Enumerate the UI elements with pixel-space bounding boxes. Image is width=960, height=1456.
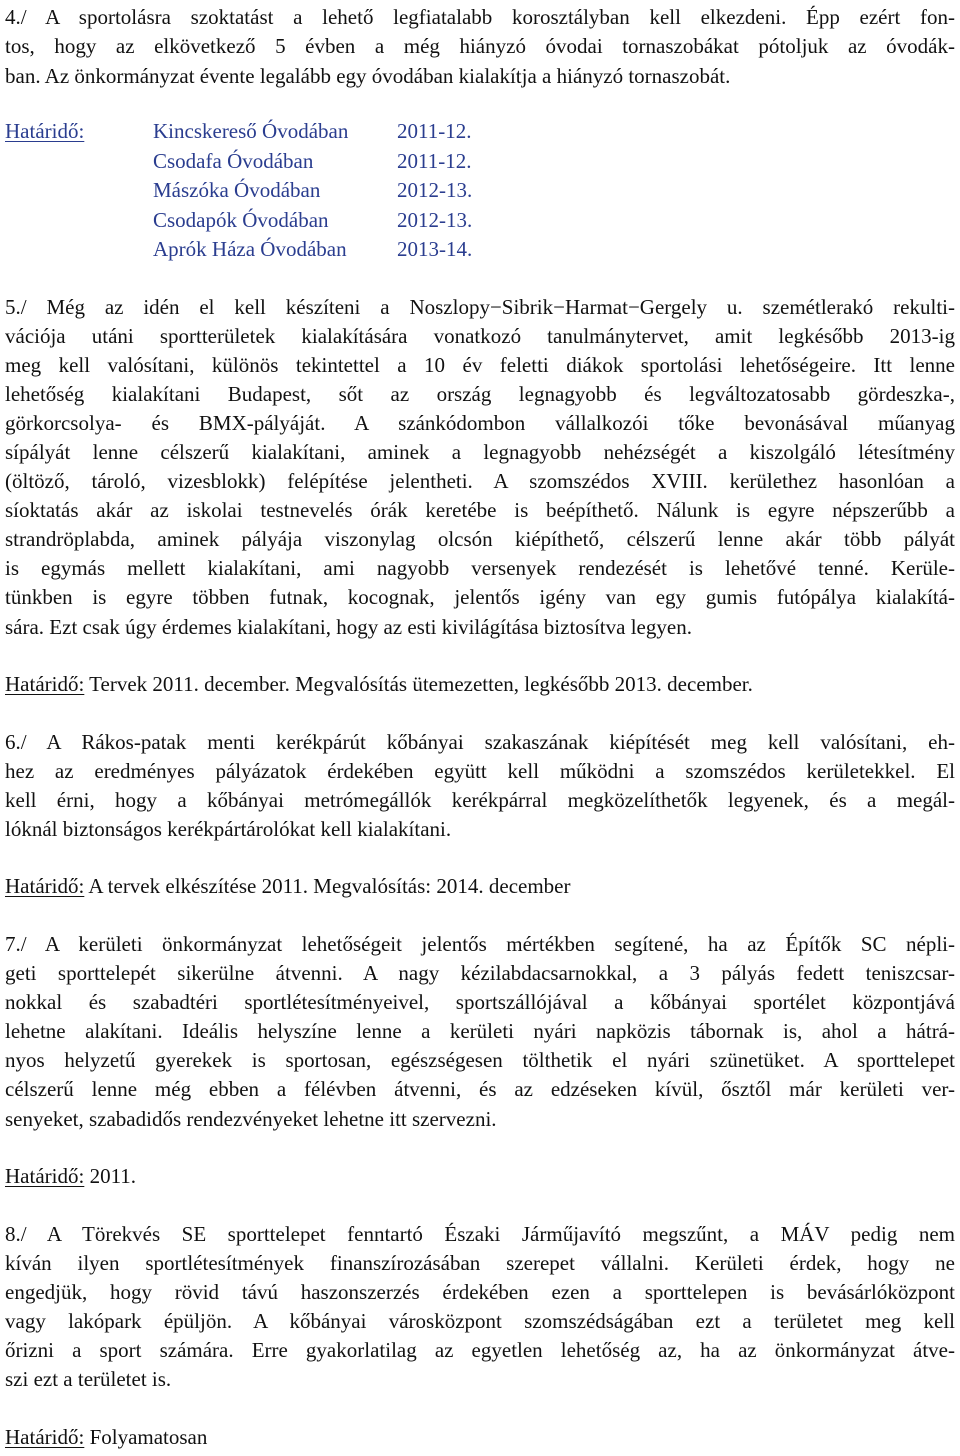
section-5-line: strandröplabda, aminek pályája viszonylag olcsón kiépíthető, célszerű lenne akár több pályát	[5, 527, 955, 551]
deadline-text: 2011.	[84, 1164, 137, 1188]
section-5-line: is egymás mellett kialakítani, ami nagyobb versenyek rendezését is lehetővé tenné. Kerüle-	[5, 556, 955, 580]
deadline-label: Határidő:	[5, 1164, 85, 1188]
section-7-line: lehetne alakítani. Ideális helyszíne lenne a kerületi nyári napközis tábornak is, ahol a hátrá-	[5, 1019, 955, 1043]
section-8-line: 8./ A Törekvés SE sporttelepet fenntartó Északi Járműjavító megszűnt, a MÁV pedig nem	[5, 1222, 955, 1246]
section-6-line: 6./ A Rákos-patak menti kerékpárút kőbányai szakaszának kiépítését meg kell valósítani, eh-	[5, 730, 955, 754]
deadline-label: Határidő:	[5, 1425, 85, 1449]
section-5-line: tünkben is egyre többen futnak, kocognak, jelentős igény van egy gumis futópálya kialakítá-	[5, 585, 955, 609]
section-5-line: (öltöző, tároló, vizesblokk) felépítése jelentheti. A szomszédos XVIII. kerülethez hasonlóan a	[5, 469, 955, 493]
section-5-line: síoktatás akár az iskolai testnevelés órák keretébe is beépíthető. Nálunk is egyre népszerűbb a	[5, 498, 955, 522]
deadline-line	[5, 671, 753, 698]
section-4-line: 4./ A sportolásra szoktatást a lehető legfiatalabb korosztályban kell elkezdeni. Épp ezért fon-	[5, 5, 955, 29]
section-8-line: kíván ilyen sportlétesítmények finanszírozásában szerepet vállalni. Kerületi érdek, hogy ne	[5, 1251, 955, 1275]
section-5-line: 5./ Még az idén el kell készíteni a Noszlopy−Sibrik−Harmat−Gergely u. szemétlerakó rekulti-	[5, 295, 955, 319]
section-8-line: őrizni a sport számára. Erre gyakorlatilag az egyetlen lehetőség az, ha az önkormányzat átve-	[5, 1338, 955, 1362]
schedule-year: 2011-12.	[397, 119, 472, 143]
deadline-text: A tervek elkészítése 2011. Megvalósítás: 2014. december	[84, 874, 571, 898]
section-5-line: sípályát lenne célszerű kialakítani, aminek a legnagyobb nehézségét a kiszolgáló létesítmény	[5, 440, 955, 464]
schedule-row	[5, 118, 955, 145]
section-5-line: meg kell valósítani, különös tekintettel a 10 év feletti diákok sportolási lehetőségeire. Itt lenne	[5, 353, 955, 377]
schedule-place: Aprók Háza Óvodában	[153, 237, 347, 261]
schedule-place: Csodafa Óvodában	[153, 149, 314, 173]
deadline-line	[5, 1424, 207, 1451]
section-7-line: senyeket, szabadidős rendezvényeket lehetne itt szervezni.	[5, 1107, 497, 1131]
section-5-line: vációja utáni sportterületek kialakítására vonatkozó tanulmánytervet, amit legkésőbb 2013-ig	[5, 324, 955, 348]
section-4-line: ban. Az önkormányzat évente legalább egy óvodában kialakítja a hiányzó tornaszobát.	[5, 64, 731, 88]
deadline-line	[5, 1163, 136, 1190]
section-6-line: kell érni, hogy a kőbányai metrómegállók kerékpárral megközelíthetők legyenek, és a megál-	[5, 788, 955, 812]
schedule-year: 2012-13.	[397, 178, 473, 202]
section-7-line: nokkal és szabadtéri sportlétesítményeivel, sportszállójával a kőbányai sportélet központjává	[5, 990, 955, 1014]
deadline-label: Határidő:	[5, 874, 85, 898]
deadline-text: Tervek 2011. december. Megvalósítás ütemezetten, legkésőbb 2013. december.	[84, 672, 753, 696]
section-5-line: görkorcsolya- és BMX-pályáját. A szánkódombon vállalkozói tőke bevonásával műanyag	[5, 411, 955, 435]
section-8-line: vagy lakópark épüljön. A kőbányai városközpont szomszédságában ezt a területet meg kell	[5, 1309, 955, 1333]
section-6-line: lóknál biztonságos kerékpártárolókat kell kialakítani.	[5, 817, 452, 841]
schedule-place: Kincskereső Óvodában	[153, 119, 349, 143]
section-7-line: célszerű lenne még ebben a félévben átvenni, és az edzéseken kívül, ősztől már kerületi ver-	[5, 1077, 955, 1101]
section-5-line: lehetőség kialakítani Budapest, sőt az ország legnagyobb és legváltozatosabb gördeszka-,	[5, 382, 955, 406]
schedule-place: Mászóka Óvodában	[153, 178, 321, 202]
section-6-line: hez az eredményes pályázatok érdekében együtt kell működni a szomszédos kerületekkel. El	[5, 759, 955, 783]
section-8-line: engedjük, hogy rövid távú haszonszerzés érdekében ezen a sporttelepen is bevásárlóközpont	[5, 1280, 955, 1304]
section-7-line: nyos helyzetű gyerekek is sportosan, egészségesen tölthetik el nyári szünetüket. A sporttelepet	[5, 1048, 955, 1072]
deadline-label: Határidő:	[5, 672, 85, 696]
section-5-line: sára. Ezt csak úgy érdemes kialakítani, hogy az esti kivilágítása biztosítva legyen.	[5, 615, 692, 639]
schedule-place: Csodapók Óvodában	[153, 208, 329, 232]
section-7-line: 7./ A kerületi önkormányzat lehetőségeit jelentős mértékben segítené, ha az Építők SC népli-	[5, 932, 955, 956]
schedule-year: 2012-13.	[397, 208, 473, 232]
schedule-year: 2013-14.	[397, 237, 473, 261]
schedule-year: 2011-12.	[397, 149, 472, 173]
section-8-line: szi ezt a területet is.	[5, 1367, 172, 1391]
deadline-label: Határidő:	[5, 119, 85, 143]
deadline-line	[5, 873, 570, 900]
section-7-line: geti sporttelepét sikerülne átvenni. A nagy kézilabdacsarnokkal, a 3 pályás fedett teniszcsar-	[5, 961, 955, 985]
deadline-text: Folyamatosan	[84, 1425, 208, 1449]
section-4-line: tos, hogy az elkövetkező 5 évben a még hiányzó óvodai tornaszobákat pótoljuk az óvodák-	[5, 34, 955, 58]
